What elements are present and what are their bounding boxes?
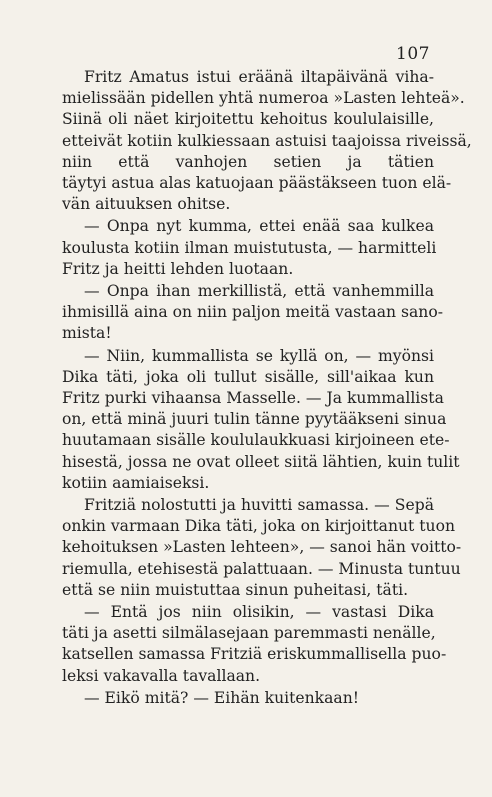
text-line: Dika täti, joka oli tullut sisälle, sill'aikaa kun — [62, 367, 434, 386]
paragraph — [62, 688, 434, 709]
paragraph — [62, 281, 443, 345]
text-line: kotiin aamiaiseksi. — [62, 473, 210, 492]
text-line: huutamaan sisälle koululaukkuasi kirjoineen ete- — [62, 431, 450, 450]
text-line: Siinä oli näet kirjoitettu kehoitus koululaisille, — [62, 110, 434, 129]
text-line: vän aituuksen ohitse. — [62, 195, 231, 214]
text-line: mielissään pidellen yhtä numeroa »Lasten lehteä». — [62, 89, 465, 108]
text-line: — Entä jos niin olisikin, — vastasi Dika — [84, 603, 434, 622]
text-line: — Onpa nyt kumma, ettei enää saa kulkea — [84, 217, 434, 236]
text-line: koulusta kotiin ilman muistutusta, — harmitteli — [62, 238, 437, 257]
text-line: — Onpa ihan merkillistä, että vanhemmilla — [84, 282, 434, 301]
text-line: leksi vakavalla tavallaan. — [62, 666, 261, 685]
paragraph — [62, 346, 460, 494]
paragraph — [62, 67, 472, 215]
paragraph — [62, 216, 437, 280]
text-line: — Niin, kummallista se kyllä on, — myönsi — [84, 346, 434, 365]
text-line: Fritz Amatus istui eräänä iltapäivänä viha- — [84, 68, 434, 86]
paragraph — [62, 495, 462, 601]
text-line: onkin varmaan Dika täti, joka on kirjoittanut tuon — [62, 517, 456, 536]
page-number: 107 — [396, 44, 430, 64]
text-line: — Eikö mitä? — Eihän kuitenkaan! — [84, 688, 359, 707]
text-line: täti ja asetti silmälasejaan paremmasti nenälle, — [62, 624, 436, 643]
body-text — [62, 67, 472, 710]
text-line: riemulla, etehisestä palattuaan. — Minusta tuntuu — [62, 559, 461, 578]
text-line: Fritz purki vihaansa Masselle. — Ja kummallista — [62, 389, 444, 408]
text-line: etteivät kotiin kulkiessaan astuisi taajoissa riveissä, — [62, 131, 472, 150]
text-line: Fritziä nolostutti ja huvitti samassa. — Sepä — [84, 496, 434, 515]
text-line: Fritz ja heitti lehden luotaan. — [62, 259, 294, 278]
text-line: kehoituksen »Lasten lehteen», — sanoi hän voitto- — [62, 538, 462, 557]
text-line: katsellen samassa Fritziä eriskummallisella puo- — [62, 645, 447, 664]
text-line: hisestä, jossa ne ovat olleet siitä lähtien, kuin tulit — [62, 452, 460, 471]
text-line: että se niin muistuttaa sinun puheitasi, täti. — [62, 580, 409, 599]
text-line: täytyi astua alas katuojaan päästäkseen tuon elä- — [62, 174, 452, 193]
text-line: on, että minä juuri tulin tänne pyytääkseni sinua — [62, 410, 447, 429]
paragraph — [62, 602, 447, 687]
text-line: mista! — [62, 324, 112, 343]
text-line: niin että vanhojen setien ja tätien — [62, 152, 434, 171]
text-line: ihmisillä aina on niin paljon meitä vastaan sano- — [62, 303, 443, 322]
